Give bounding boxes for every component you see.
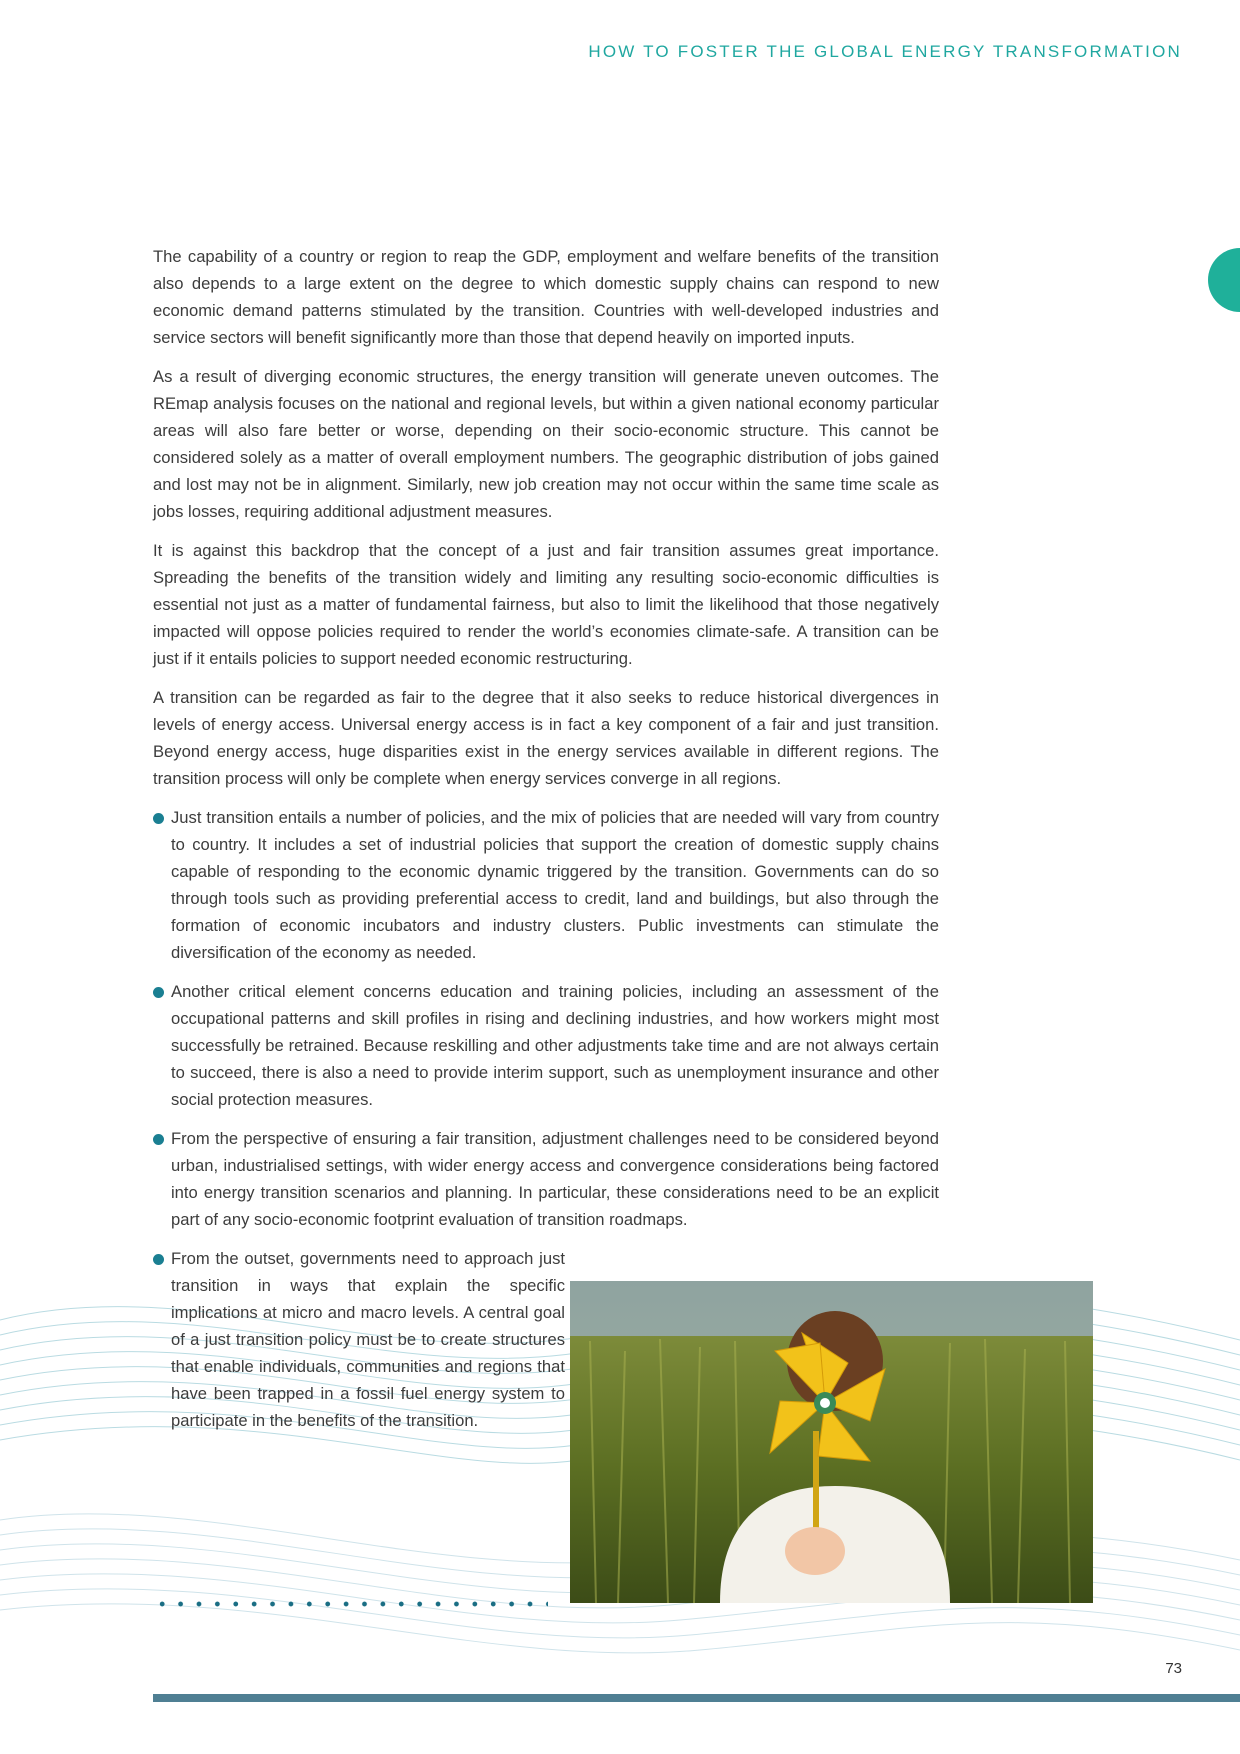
bullet-item	[153, 1245, 565, 1434]
bullet-item	[153, 978, 939, 1113]
bullet-text: From the outset, governments need to approach just transition in ways that explain the specific implications at micro and macro levels. A central goal of a just transition policy must be to create structures that enable individuals, communities and regions that have been trapped in a fossil fuel energy system to participate in the benefits of the transition.	[171, 1249, 565, 1430]
bullet-dot-icon	[153, 987, 164, 998]
section-tab-marker	[1208, 248, 1240, 312]
paragraph: It is against this backdrop that the concept of a just and fair transition assumes great importance. Spreading the benefits of the transition widely and limiting any resulting socio-economic difficulties is essential not just as a matter of fundamental fairness, but also to limit the likelihood that those negatively impacted will oppose policies required to render the world’s economies climate-safe. A transition can be just if it entails policies to support needed economic restructuring.	[153, 541, 939, 668]
paragraph: A transition can be regarded as fair to the degree that it also seeks to reduce historical divergences in levels of energy access. Universal energy access is in fact a key component of a fair and just transition. Beyond energy access, huge disparities exist in the energy services available in different regions. The transition process will only be complete when energy services converge in all regions.	[153, 688, 939, 788]
bullet-item	[153, 1125, 939, 1233]
bullet-text: Just transition entails a number of policies, and the mix of policies that are needed will vary from country to country. It includes a set of industrial policies that support the creation of domestic supply chains capable of responding to the economic dynamic triggered by the transition. Governments can do so through tools such as providing preferential access to credit, land and buildings, but also through the formation of economic incubators and industry clusters. Public investments can stimulate the diversification of the economy as needed.	[171, 808, 939, 962]
page-number: 73	[1165, 1660, 1182, 1677]
bullet-dot-icon	[153, 1254, 164, 1265]
bullet-dot-icon	[153, 813, 164, 824]
bullet-item	[153, 804, 939, 966]
paragraph: As a result of diverging economic structures, the energy transition will generate uneven outcomes. The REmap analysis focuses on the national and regional levels, but within a given national economy particular areas will also fare better or worse, depending on their socio-economic structure. This cannot be considered solely as a matter of overall employment numbers. The geographic distribution of jobs gained and lost may not be in alignment. Similarly, new job creation may not occur within the same time scale as jobs losses, requiring additional adjustment measures.	[153, 367, 939, 521]
main-text	[153, 243, 939, 1446]
paragraph: The capability of a country or region to reap the GDP, employment and welfare benefits of the transition also depends to a large extent on the degree to which domestic supply chains can respond to new economic demand patterns stimulated by the transition. Countries with well-developed industries and service sectors will benefit significantly more than those that depend heavily on imported inputs.	[153, 247, 939, 347]
bullet-text: From the perspective of ensuring a fair transition, adjustment challenges need to be considered beyond urban, industrialised settings, with wider energy access and convergence considerations being factored into energy transition scenarios and planning. In particular, these considerations need to be an explicit part of any socio-economic footprint evaluation of transition roadmaps.	[171, 1129, 939, 1229]
footer-rule	[153, 1694, 1240, 1702]
running-header: HOW TO FOSTER THE GLOBAL ENERGY TRANSFORMATION	[588, 42, 1182, 61]
dotted-divider	[153, 1600, 548, 1608]
child-with-pinwheel-photo	[570, 1281, 1093, 1603]
bullet-text: Another critical element concerns education and training policies, including an assessment of the occupational patterns and skill profiles in rising and declining industries, and how workers might most successfully be retrained. Because reskilling and other adjustments take time and are not always certain to succeed, there is also a need to provide interim support, such as unemployment insurance and other social protection measures.	[171, 982, 939, 1109]
bullet-dot-icon	[153, 1134, 164, 1145]
